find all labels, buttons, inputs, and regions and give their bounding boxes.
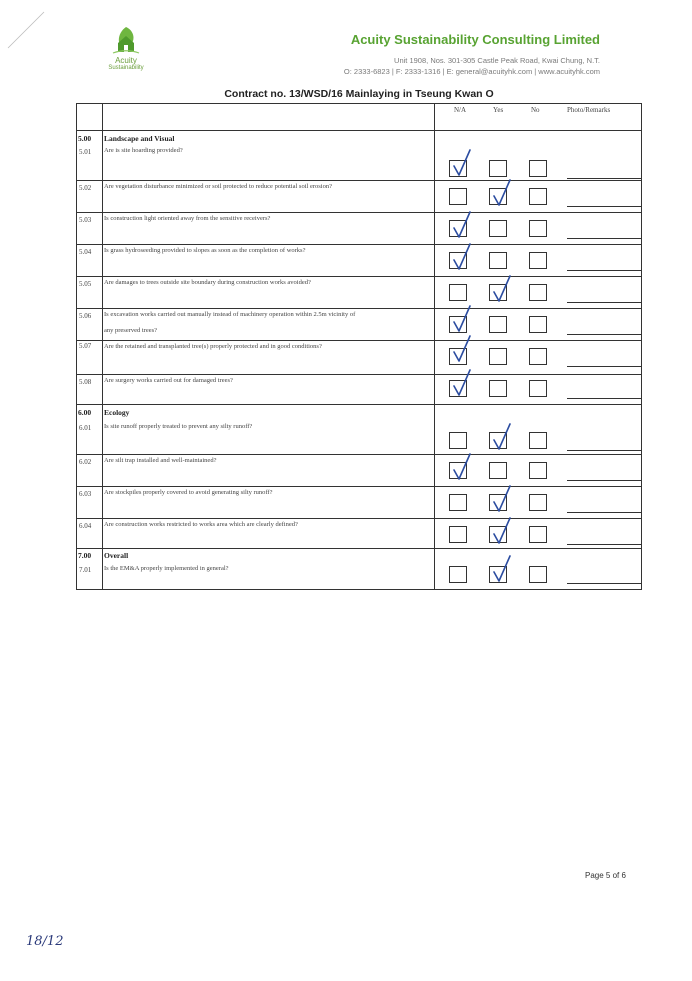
checkbox-na[interactable] xyxy=(449,188,467,205)
page-number: Page 5 of 6 xyxy=(585,871,626,880)
column-header-no: No xyxy=(531,106,540,114)
checkbox-na[interactable] xyxy=(449,284,467,301)
section-title: Landscape and Visual xyxy=(104,134,175,143)
logo-text-line1: Acuity xyxy=(115,56,137,65)
section-title: Overall xyxy=(104,551,129,560)
row-divider xyxy=(77,548,641,549)
checkbox-no[interactable] xyxy=(529,160,547,177)
checkmark-icon xyxy=(451,452,473,482)
section-number: 7.00 xyxy=(78,551,92,560)
section-number: 6.00 xyxy=(78,408,92,417)
item-question: Are the retained and transplanted tree(s) properly protected and in good conditions? xyxy=(104,343,322,350)
item-number: 5.01 xyxy=(79,148,92,156)
checkmark-icon xyxy=(451,334,473,364)
checkmark-icon xyxy=(491,178,513,208)
item-question: Are vegetation disturbance minimized or soil protected to reduce potential soil erosion? xyxy=(104,183,332,190)
handwritten-note: 18/12 xyxy=(26,934,64,949)
checkmark-icon xyxy=(491,274,513,304)
item-question: Is grass hydroseeding provided to slopes as soon as the completion of works? xyxy=(104,247,306,254)
checkbox-no[interactable] xyxy=(529,462,547,479)
checkbox-yes[interactable] xyxy=(489,348,507,365)
remarks-line[interactable] xyxy=(567,398,641,399)
item-number: 5.03 xyxy=(79,216,92,224)
item-number: 5.04 xyxy=(79,248,92,256)
item-number: 5.05 xyxy=(79,280,92,288)
remarks-line[interactable] xyxy=(567,450,641,451)
item-number: 5.02 xyxy=(79,184,92,192)
item-number: 6.04 xyxy=(79,522,92,530)
item-number: 6.03 xyxy=(79,490,92,498)
item-question: Are stockpiles properly covered to avoid generating silty runoff? xyxy=(104,489,273,496)
checkbox-no[interactable] xyxy=(529,316,547,333)
checkbox-no[interactable] xyxy=(529,380,547,397)
item-number: 5.06 xyxy=(79,312,92,320)
checkbox-no[interactable] xyxy=(529,220,547,237)
remarks-line[interactable] xyxy=(567,583,641,584)
house-leaf-logo-icon xyxy=(109,24,143,56)
row-divider xyxy=(77,404,641,405)
item-question: Are damages to trees outside site boundary during construction works avoided? xyxy=(104,279,311,286)
checkbox-no[interactable] xyxy=(529,188,547,205)
row-divider xyxy=(77,130,641,131)
checkmark-icon xyxy=(451,210,473,240)
item-number: 7.01 xyxy=(79,566,92,574)
checkbox-na[interactable] xyxy=(449,494,467,511)
item-question: Is construction light oriented away from the sensitive receivers? xyxy=(104,215,271,222)
logo-text-line2: Sustainability xyxy=(108,65,144,71)
checkmark-icon xyxy=(451,368,473,398)
item-question: Is excavation works carried out manually instead of machinery operation within 2.5m vicinity of xyxy=(104,311,356,318)
contract-title: Contract no. 13/WSD/16 Mainlaying in Tseung Kwan O xyxy=(224,88,494,100)
item-number: 5.07 xyxy=(79,342,92,350)
checkmark-icon xyxy=(491,516,513,546)
company-logo xyxy=(98,24,154,82)
remarks-line[interactable] xyxy=(567,206,641,207)
checkmark-icon xyxy=(491,422,513,452)
remarks-line[interactable] xyxy=(567,238,641,239)
item-number: 6.01 xyxy=(79,424,92,432)
checkbox-no[interactable] xyxy=(529,252,547,269)
checkmark-icon xyxy=(491,484,513,514)
pen-stroke-mark xyxy=(6,10,46,50)
remarks-line[interactable] xyxy=(567,366,641,367)
column-header-na: N/A xyxy=(454,106,467,114)
checkbox-no[interactable] xyxy=(529,348,547,365)
remarks-line[interactable] xyxy=(567,334,641,335)
remarks-line[interactable] xyxy=(567,480,641,481)
section-title: Ecology xyxy=(104,408,130,417)
column-divider xyxy=(434,104,435,589)
column-divider xyxy=(102,104,103,589)
item-question: Is the EM&A properly implemented in general? xyxy=(104,565,229,572)
item-question: Are silt trap installed and well-maintained? xyxy=(104,457,217,464)
column-header-yes: Yes xyxy=(493,106,504,114)
checkbox-no[interactable] xyxy=(529,566,547,583)
checkmark-icon xyxy=(451,304,473,334)
company-contacts: O: 2333-6823 | F: 2333-1316 | E: general@acuityhk.com | www.acuityhk.com xyxy=(343,67,600,76)
item-question: Is site runoff properly treated to prevent any silty runoff? xyxy=(104,423,253,430)
remarks-line[interactable] xyxy=(567,178,641,179)
item-question: Are is site hoarding provided? xyxy=(104,147,183,154)
checkmark-icon xyxy=(491,554,513,584)
checkbox-yes[interactable] xyxy=(489,380,507,397)
item-question: Are surgery works carried out for damaged trees? xyxy=(104,377,233,384)
item-number: 6.02 xyxy=(79,458,92,466)
checkmark-icon xyxy=(451,148,473,178)
checkbox-no[interactable] xyxy=(529,432,547,449)
remarks-line[interactable] xyxy=(567,512,641,513)
checklist-table xyxy=(76,103,642,590)
checkbox-yes[interactable] xyxy=(489,316,507,333)
checkmark-icon xyxy=(451,242,473,272)
section-number: 5.00 xyxy=(78,134,92,143)
checkbox-no[interactable] xyxy=(529,526,547,543)
remarks-line[interactable] xyxy=(567,270,641,271)
item-number: 5.08 xyxy=(79,378,92,386)
checkbox-yes[interactable] xyxy=(489,252,507,269)
checkbox-no[interactable] xyxy=(529,494,547,511)
checkbox-na[interactable] xyxy=(449,566,467,583)
remarks-line[interactable] xyxy=(567,302,641,303)
checkbox-no[interactable] xyxy=(529,284,547,301)
checkbox-na[interactable] xyxy=(449,526,467,543)
column-header-remarks: Photo/Remarks xyxy=(567,106,611,114)
checkbox-na[interactable] xyxy=(449,432,467,449)
checkbox-yes[interactable] xyxy=(489,220,507,237)
remarks-line[interactable] xyxy=(567,544,641,545)
item-question-continued: any preserved trees? xyxy=(104,327,158,334)
company-address: Unit 1908, Nos. 301-305 Castle Peak Road, Kwai Chung, N.T. xyxy=(394,56,600,65)
item-question: Are construction works restricted to works area which are clearly defined? xyxy=(104,521,298,528)
checkbox-yes[interactable] xyxy=(489,160,507,177)
checkbox-yes[interactable] xyxy=(489,462,507,479)
company-name: Acuity Sustainability Consulting Limited xyxy=(350,32,600,47)
